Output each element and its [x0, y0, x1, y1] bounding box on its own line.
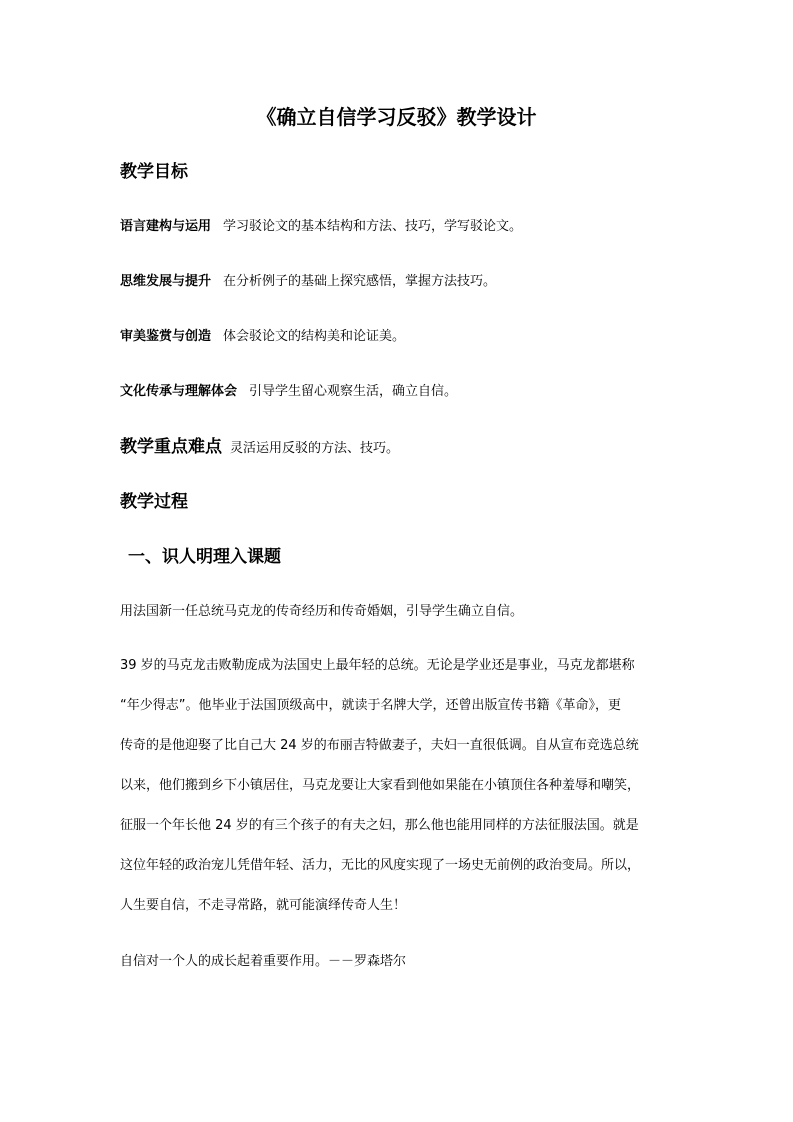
story-line: 传奇的是他迎娶了比自己大 24 岁的布丽吉特做妻子，夫妇一直很低调。自从宣布竞选总统: [120, 738, 639, 753]
objective-row: [120, 272, 496, 292]
key-points-label: 教学重点难点: [120, 437, 222, 457]
objective-row: [120, 382, 457, 402]
objectives-heading: 教学目标: [120, 162, 188, 182]
step1-intro: 用法国新一任总统马克龙的传奇经历和传奇婚姻，引导学生确立自信。: [120, 604, 524, 619]
objective-text: 体会驳论文的结构美和论证美。: [223, 329, 406, 344]
step1-heading: 一、识人明理入课题: [128, 547, 281, 567]
objective-label: 审美鉴赏与创造: [120, 329, 212, 344]
key-points-text: 灵活运用反驳的方法、技巧。: [230, 441, 400, 456]
story-line: “年少得志”。他毕业于法国顶级高中，就读于名牌大学，还曾出版宣传书籍《革命》，更: [120, 698, 621, 713]
objective-row: [120, 327, 405, 347]
document-title: 《确立自信学习反驳》教学设计: [256, 105, 537, 129]
objective-label: 思维发展与提升: [120, 274, 212, 289]
story-line: 征服一个年长他 24 岁的有三个孩子的有夫之妇，那么他也能用同样的方法征服法国。就是: [120, 818, 639, 833]
step1-quote: 自信对一个人的成长起着重要作用。－－罗森塔尔: [120, 954, 407, 969]
story-line: 39 岁的马克龙击败勒庞成为法国史上最年轻的总统。无论是学业还是事业，马克龙都堪称: [120, 658, 635, 673]
objective-label: 语言建构与运用: [120, 219, 212, 234]
objective-text: 学习驳论文的基本结构和方法、技巧，学写驳论文。: [223, 219, 523, 234]
objective-label: 文化传承与理解体会: [120, 384, 238, 399]
objective-row: [120, 217, 522, 237]
story-line: 人生要自信，不走寻常路，就可能演绎传奇人生！: [120, 898, 407, 913]
key-points-row: [120, 435, 399, 461]
story-line: 这位年轻的政治宠儿凭借年轻、活力，无比的风度实现了一场史无前例的政治变局。所以，: [120, 858, 641, 873]
objective-text: 在分析例子的基础上探究感悟，掌握方法技巧。: [223, 274, 497, 289]
story-line: 以来，他们搬到乡下小镇居住，马克龙要让大家看到他如果能在小镇顶住各种羞辱和嘲笑，: [120, 778, 641, 793]
objective-text: 引导学生留心观察生活，确立自信。: [249, 384, 458, 399]
process-heading: 教学过程: [120, 492, 188, 512]
